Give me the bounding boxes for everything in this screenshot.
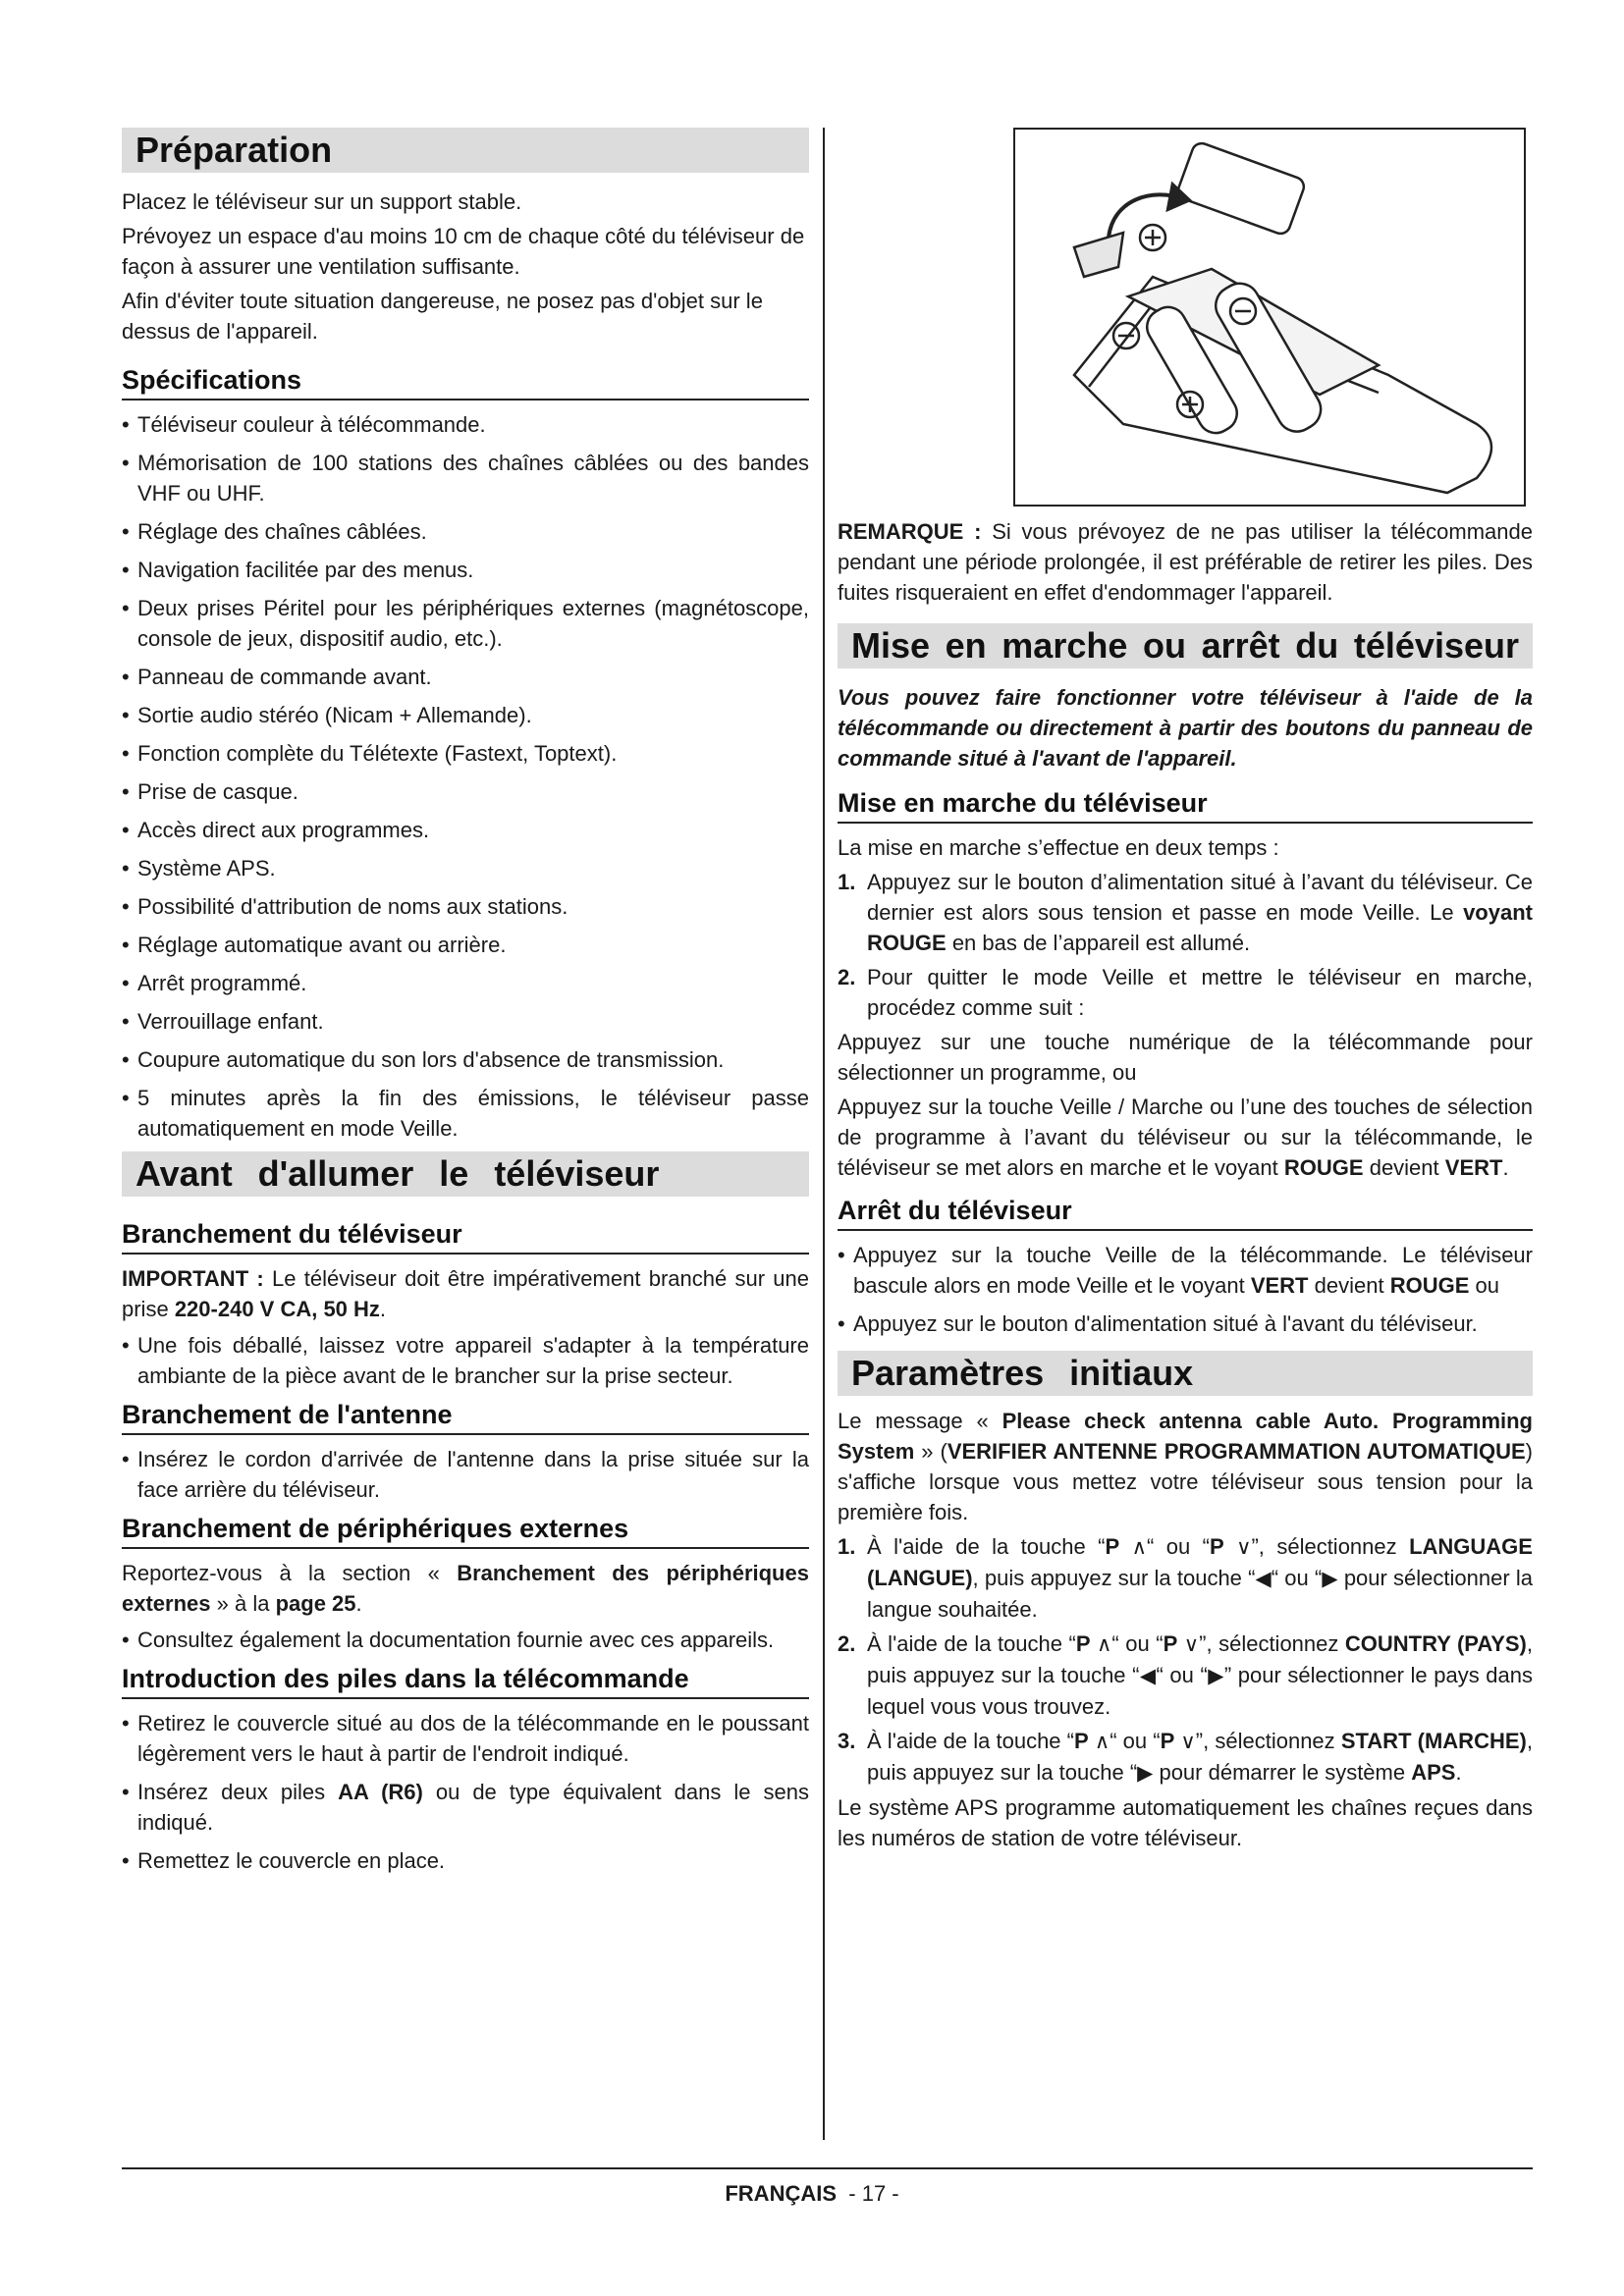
up-icon: ∧ (1094, 1731, 1110, 1753)
step-item: 1. Appuyez sur le bouton d’alimentation situé à l’avant du téléviseur. Ce dernier est alors sous tension et passe en mode Veille. Le voyant ROUGE en bas de l’appareil est allumé. (838, 870, 1533, 955)
mise-en-marche-intro: Vous pouvez faire fonctionner votre téléviseur à l'aide de la télécommande ou directement à partir des boutons du panneau de commande situé à l'avant de l'appareil. (838, 685, 1533, 771)
parametres-heading: Paramètres initiaux (838, 1351, 1533, 1396)
spec-item: • Accès direct aux programmes. (122, 815, 809, 845)
spec-item: • Possibilité d'attribution de noms aux stations. (122, 891, 809, 922)
spec-item: • Panneau de commande avant. (122, 662, 809, 692)
list-item: • Retirez le couvercle situé au dos de la télécommande en le poussant légèrement vers le haut à partir de l'endroit indiqué. (122, 1708, 809, 1769)
preparation-paragraph: Prévoyez un espace d'au moins 10 cm de chaque côté du téléviseur de façon à assurer une ventilation suffisante. (122, 224, 805, 279)
page-footer (0, 2179, 1624, 2209)
branchement-tv-list (122, 1330, 809, 1391)
left-icon: ◀ (1255, 1568, 1272, 1590)
arret-list (838, 1240, 1533, 1339)
peripheriques-paragraph: Reportez-vous à la section « Branchement des périphériques externes » à la page 25. (122, 1561, 809, 1616)
spec-item: • Système APS. (122, 853, 809, 883)
down-icon: ∨ (1180, 1731, 1196, 1753)
page-number: - 17 - (848, 2181, 899, 2206)
step-item: 1. À l'aide de la touche “P ∧“ ou “P ∨”, sélectionnez LANGUAGE (LANGUE), puis appuyez sur la touche “◀“ ou “▶ pour sélectionner la langue souhaitée. (838, 1534, 1533, 1622)
spec-item: • Deux prises Péritel pour les périphériques externes (magnétoscope, console de jeux, dispositif audio, etc.). (122, 593, 809, 654)
spec-item: • Fonction complète du Télétexte (Fastext, Toptext). (122, 738, 809, 769)
mise-en-marche-paragraph: Appuyez sur la touche Veille / Marche ou l’une des touches de sélection de programme à l’avant du téléviseur ou sur la télécommande, le téléviseur se met alors en marche et le voyant ROUGE devient VERT. (838, 1095, 1533, 1180)
piles-heading: Introduction des piles dans la télécommande (122, 1663, 809, 1699)
spec-item: • Arrêt programmé. (122, 968, 809, 998)
up-icon: ∧ (1097, 1633, 1112, 1656)
arret-subheading: Arrêt du téléviseur (838, 1195, 1533, 1231)
left-icon: ◀ (1139, 1665, 1157, 1687)
spec-item: • Coupure automatique du son lors d'absence de transmission. (122, 1044, 809, 1075)
preparation-heading: Préparation (122, 128, 809, 173)
down-icon: ∨ (1236, 1536, 1252, 1559)
right-icon: ▶ (1322, 1568, 1338, 1590)
right-icon: ▶ (1137, 1762, 1154, 1785)
spec-item: • Prise de casque. (122, 776, 809, 807)
spec-item: • Téléviseur couleur à télécommande. (122, 409, 809, 440)
column-divider (823, 128, 825, 2140)
right-column (838, 128, 1533, 1857)
important-note: IMPORTANT : Le téléviseur doit être impérativement branché sur une prise 220-240 V CA, 50 Hz. (122, 1266, 809, 1321)
remote-battery-illustration (1013, 128, 1526, 507)
specifications-heading: Spécifications (122, 364, 809, 400)
branchement-tv-heading: Branchement du téléviseur (122, 1218, 809, 1255)
preparation-paragraph: Afin d'éviter toute situation dangereuse, ne posez pas d'objet sur le dessus de l'appareil. (122, 289, 763, 344)
spec-item: • Verrouillage enfant. (122, 1006, 809, 1037)
spec-item: • Réglage des chaînes câblées. (122, 516, 809, 547)
footer-rule (122, 2167, 1533, 2169)
step-item: 2. À l'aide de la touche “P ∧“ ou “P ∨”, sélectionnez COUNTRY (PAYS), puis appuyez sur la touche “◀“ ou “▶” pour sélectionner le pays dans lequel vous vous trouvez. (838, 1631, 1534, 1719)
down-icon: ∨ (1183, 1633, 1200, 1656)
step-item: 2. Pour quitter le mode Veille et mettre le téléviseur en marche, procédez comme suit : (838, 965, 1533, 1020)
spec-item: • 5 minutes après la fin des émissions, le téléviseur passe automatiquement en mode Veille. (122, 1083, 809, 1144)
avant-heading: Avant d'allumer le téléviseur (122, 1151, 809, 1197)
list-item: • Une fois déballé, laissez votre appareil s'adapter à la température ambiante de la pièce avant de le brancher sur la prise secteur. (122, 1330, 809, 1391)
list-item: • Appuyez sur le bouton d'alimentation situé à l'avant du téléviseur. (838, 1308, 1533, 1339)
parametres-outro: Le système APS programme automatiquement les chaînes reçues dans les numéros de station de votre téléviseur. (838, 1795, 1533, 1850)
mise-en-marche-subheading: Mise en marche du téléviseur (838, 787, 1533, 824)
list-item: • Consultez également la documentation fournie avec ces appareils. (122, 1625, 809, 1655)
antenne-list (122, 1444, 809, 1505)
step-item: 3. À l'aide de la touche “P ∧“ ou “P ∨”, sélectionnez START (MARCHE), puis appuyez sur la touche “▶ pour démarrer le système APS. (838, 1729, 1533, 1785)
preparation-paragraph: Placez le téléviseur sur un support stable. (122, 189, 522, 214)
antenne-heading: Branchement de l'antenne (122, 1399, 809, 1435)
spec-item: • Mémorisation de 100 stations des chaînes câblées ou des bandes VHF ou UHF. (122, 448, 809, 508)
mise-en-marche-steps (838, 867, 1533, 1023)
specifications-list (122, 409, 809, 1144)
parametres-paragraph: Le message « Please check antenna cable Auto. Programming System » (VERIFIER ANTENNE PROGRAMMATION AUTOMATIQUE) s'affiche lorsque vous mettez votre téléviseur sous tension pour la première fois. (838, 1409, 1533, 1524)
remote-battery-drawing (1015, 130, 1524, 505)
list-item: • Insérez le cordon d'arrivée de l'antenne dans la prise située sur la face arrière du téléviseur. (122, 1444, 809, 1505)
spec-item: • Réglage automatique avant ou arrière. (122, 930, 809, 960)
spec-item: • Navigation facilitée par des menus. (122, 555, 809, 585)
mise-en-marche-heading: Mise en marche ou arrêt du téléviseur (838, 623, 1533, 668)
mise-en-marche-paragraph: Appuyez sur une touche numérique de la télécommande pour sélectionner un programme, ou (838, 1030, 1533, 1085)
mise-en-marche-paragraph: La mise en marche s’effectue en deux temps : (838, 835, 1279, 860)
spec-item: • Sortie audio stéréo (Nicam + Allemande). (122, 700, 809, 730)
right-icon: ▶ (1207, 1665, 1224, 1687)
list-item: • Appuyez sur la touche Veille de la télécommande. Le téléviseur bascule alors en mode Veille et le voyant VERT devient ROUGE ou (838, 1240, 1533, 1301)
peripheriques-list (122, 1625, 809, 1655)
piles-list (122, 1708, 809, 1876)
peripheriques-heading: Branchement de périphériques externes (122, 1513, 809, 1549)
footer-language: FRANÇAIS (725, 2181, 838, 2206)
remarque-paragraph: REMARQUE : Si vous prévoyez de ne pas utiliser la télécommande pendant une période prolongée, il est préférable de retirer les piles. Des fuites risqueraient en effet d'endommager l'appareil. (838, 519, 1533, 605)
parametres-steps (838, 1531, 1533, 1789)
left-column (122, 128, 809, 1884)
up-icon: ∧ (1131, 1536, 1147, 1559)
list-item: • Remettez le couvercle en place. (122, 1845, 809, 1876)
list-item: • Insérez deux piles AA (R6) ou de type équivalent dans le sens indiqué. (122, 1777, 809, 1838)
